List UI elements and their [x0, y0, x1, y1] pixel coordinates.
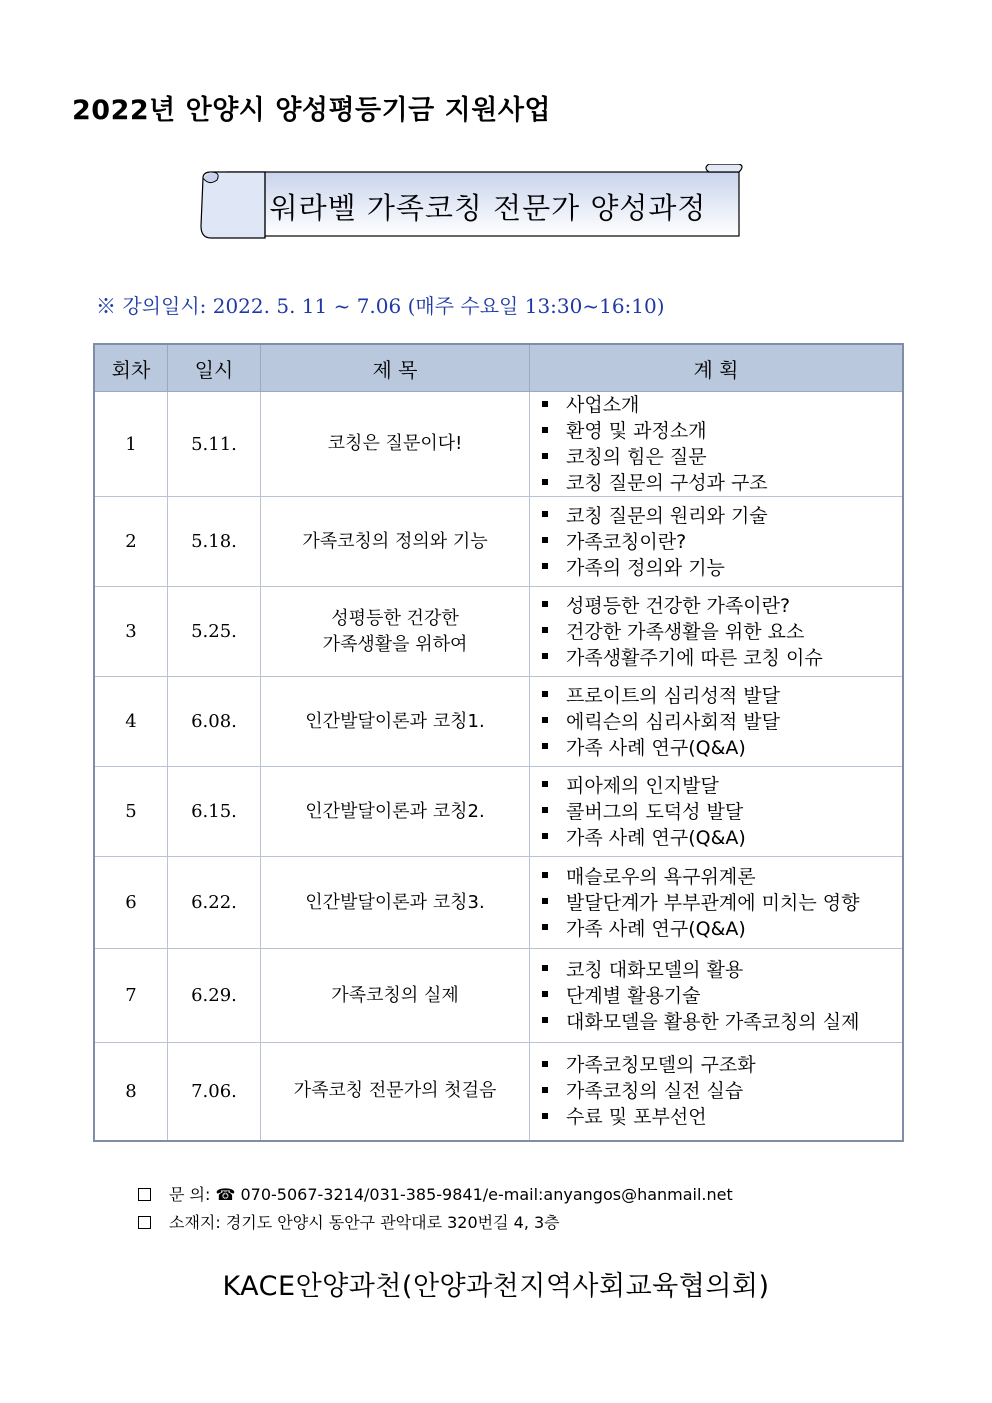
list-item [542, 392, 902, 418]
list-item [542, 709, 902, 735]
square-bullet-icon [542, 965, 548, 971]
plan-item-text: 매슬로우의 욕구위계론 [566, 865, 756, 888]
table-row [94, 949, 903, 1043]
session-title-line: 가족코칭 전문가의 첫걸음 [293, 1080, 497, 1102]
table-row [94, 497, 903, 587]
square-bullet-icon [542, 872, 548, 878]
plan-list [542, 864, 902, 942]
square-bullet-icon [542, 627, 548, 633]
square-bullet-icon [542, 601, 548, 607]
square-bullet-icon [542, 427, 548, 433]
square-bullet-icon [542, 1017, 548, 1023]
session-date: 7.06. [168, 1043, 261, 1141]
session-title [261, 497, 530, 587]
list-item [542, 983, 902, 1009]
session-title-line: 코칭은 질문이다! [327, 433, 463, 454]
plan-item-text: 가족 사례 연구(Q&A) [566, 917, 746, 940]
session-title [261, 949, 530, 1043]
list-item [542, 735, 902, 761]
plan-list [542, 683, 902, 761]
session-date: 6.22. [168, 857, 261, 949]
plan-item-text: 에릭슨의 심리사회적 발달 [566, 710, 780, 733]
session-date: 5.18. [168, 497, 261, 587]
header-date: 일시 [168, 344, 261, 392]
session-title-line: 인간발달이론과 코칭3. [305, 891, 485, 913]
square-bullet-icon [542, 991, 548, 997]
list-item [542, 1009, 902, 1035]
session-number: 1 [94, 392, 168, 497]
plan-list [542, 1052, 902, 1130]
session-date: 5.25. [168, 587, 261, 677]
square-bullet-icon [542, 563, 548, 569]
list-item [542, 503, 902, 529]
session-number: 4 [94, 677, 168, 767]
session-plan [530, 857, 904, 949]
table-row [94, 857, 903, 949]
plan-item-text: 코칭 질문의 원리와 기술 [566, 504, 768, 527]
session-title-line: 성평등한 건강한 [331, 607, 459, 629]
list-item [542, 529, 902, 555]
list-item [542, 890, 902, 916]
list-item [542, 593, 902, 619]
plan-item-text: 성평등한 건강한 가족이란? [566, 594, 791, 617]
plan-item-text: 프로이트의 심리성적 발달 [566, 684, 780, 707]
contact-inquiry [138, 1182, 733, 1205]
plan-item-text: 피아제의 인지발달 [566, 774, 719, 797]
session-title [261, 392, 530, 497]
address-text: 소재지: 경기도 안양시 동안구 관악대로 320번길 4, 3층 [169, 1213, 560, 1232]
session-date: 5.11. [168, 392, 261, 497]
session-date: 6.15. [168, 767, 261, 857]
list-item [542, 555, 902, 581]
table-row [94, 1043, 903, 1141]
square-bullet-icon [542, 653, 548, 659]
session-plan [530, 767, 904, 857]
lecture-schedule: ※ 강의일시: 2022. 5. 11 ~ 7.06 (매주 수요일 13:30~16:10) [96, 294, 665, 318]
list-item [542, 683, 902, 709]
plan-item-text: 가족 사례 연구(Q&A) [566, 736, 746, 759]
square-bullet-icon [542, 537, 548, 543]
plan-list [542, 392, 902, 496]
list-item [542, 418, 902, 444]
plan-item-text: 발달단계가 부부관계에 미치는 영향 [566, 891, 860, 914]
plan-item-text: 코칭 질문의 구성과 구조 [566, 472, 768, 494]
plan-item-text: 콜버그의 도덕성 발달 [566, 800, 744, 823]
plan-item-text: 수료 및 포부선언 [566, 1106, 707, 1129]
table-header-row [94, 344, 903, 392]
list-item [542, 619, 902, 645]
session-number: 3 [94, 587, 168, 677]
header-subject: 제 목 [261, 344, 530, 392]
list-item [542, 773, 902, 799]
plan-item-text: 가족 사례 연구(Q&A) [566, 826, 746, 849]
session-plan [530, 392, 904, 497]
list-item [542, 645, 902, 671]
checkbox-square-icon [138, 1188, 151, 1201]
organization-name: KACE안양과천(안양과천지역사회교육협의회) [222, 1271, 770, 1302]
list-item [542, 470, 902, 496]
curriculum-table [93, 343, 904, 1142]
session-number: 7 [94, 949, 168, 1043]
list-item [542, 1078, 902, 1104]
session-plan [530, 587, 904, 677]
square-bullet-icon [542, 924, 548, 930]
inquiry-text: 문 의: ☎ 070-5067-3214/031-385-9841/e-mail:anyangos@hanmail.net [169, 1185, 733, 1204]
square-bullet-icon [542, 781, 548, 787]
list-item [542, 916, 902, 942]
table-row [94, 677, 903, 767]
list-item [542, 864, 902, 890]
session-title [261, 857, 530, 949]
table-row [94, 767, 903, 857]
session-number: 5 [94, 767, 168, 857]
list-item [542, 444, 902, 470]
plan-list [542, 773, 902, 851]
table-row [94, 392, 903, 497]
square-bullet-icon [542, 1061, 548, 1067]
session-plan [530, 1043, 904, 1141]
session-title-line: 가족코칭의 실제 [331, 984, 459, 1006]
square-bullet-icon [542, 1087, 548, 1093]
header-plan: 계 획 [530, 344, 904, 392]
contact-address [138, 1210, 560, 1233]
plan-item-text: 건강한 가족생활을 위한 요소 [566, 620, 805, 643]
square-bullet-icon [542, 691, 548, 697]
list-item [542, 1104, 902, 1130]
square-bullet-icon [542, 511, 548, 517]
plan-item-text: 가족코칭이란? [566, 530, 687, 553]
plan-item-text: 가족코칭의 실전 실습 [566, 1080, 744, 1103]
plan-item-text: 단계별 활용기술 [566, 984, 701, 1007]
session-title [261, 1043, 530, 1141]
square-bullet-icon [542, 807, 548, 813]
session-title-line: 인간발달이론과 코칭1. [305, 710, 485, 732]
session-title-line: 인간발달이론과 코칭2. [305, 800, 485, 822]
program-title: 워라벨 가족코칭 전문가 양성과정 [269, 191, 707, 225]
square-bullet-icon [542, 743, 548, 749]
square-bullet-icon [542, 717, 548, 723]
session-title [261, 767, 530, 857]
square-bullet-icon [542, 833, 548, 839]
table-row [94, 587, 903, 677]
session-title [261, 677, 530, 767]
session-date: 6.08. [168, 677, 261, 767]
plan-item-text: 대화모델을 활용한 가족코칭의 실제 [566, 1010, 860, 1033]
session-title-line: 가족코칭의 정의와 기능 [302, 530, 488, 552]
plan-list [542, 503, 902, 581]
square-bullet-icon [542, 479, 548, 485]
square-bullet-icon [542, 1113, 548, 1119]
session-plan [530, 949, 904, 1043]
checkbox-square-icon [138, 1216, 151, 1229]
session-plan [530, 497, 904, 587]
session-number: 6 [94, 857, 168, 949]
header-session: 회차 [94, 344, 168, 392]
list-item [542, 1052, 902, 1078]
session-title [261, 587, 530, 677]
plan-item-text: 환영 및 과정소개 [566, 420, 707, 442]
plan-list [542, 593, 902, 671]
plan-list [542, 957, 902, 1035]
session-title-line: 가족생활을 위하여 [322, 633, 468, 655]
square-bullet-icon [542, 453, 548, 459]
list-item [542, 957, 902, 983]
plan-item-text: 가족의 정의와 기능 [566, 556, 725, 579]
document-title: 2022년 안양시 양성평등기금 지원사업 [72, 95, 551, 126]
plan-item-text: 사업소개 [566, 394, 640, 416]
session-plan [530, 677, 904, 767]
square-bullet-icon [542, 898, 548, 904]
session-date: 6.29. [168, 949, 261, 1043]
session-number: 8 [94, 1043, 168, 1141]
plan-item-text: 가족생활주기에 따른 코칭 이슈 [566, 646, 823, 669]
square-bullet-icon [542, 401, 548, 407]
plan-item-text: 코칭 대화모델의 활용 [566, 958, 744, 981]
plan-item-text: 가족코칭모델의 구조화 [566, 1054, 756, 1077]
session-number: 2 [94, 497, 168, 587]
plan-item-text: 코칭의 힘은 질문 [566, 446, 707, 468]
list-item [542, 799, 902, 825]
list-item [542, 825, 902, 851]
